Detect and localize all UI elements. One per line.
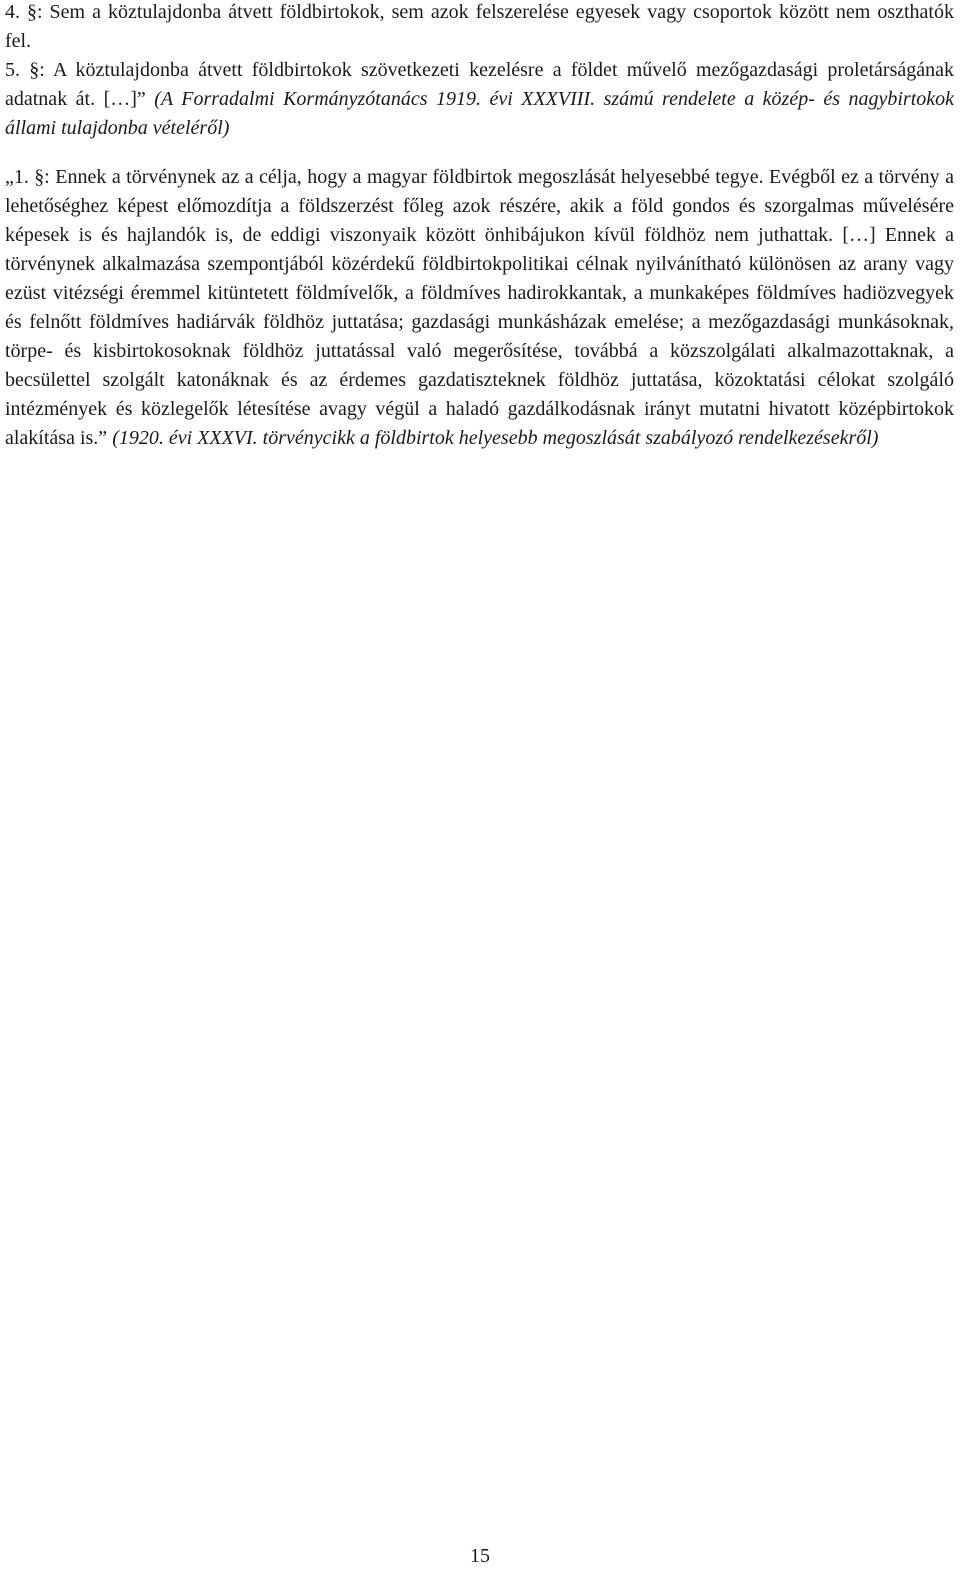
page-number: 15 (470, 1545, 490, 1567)
section-4-text: 4. §: Sem a köztulajdonba átvett földbirtokok, sem azok felszerelése egyesek vagy csoportok között nem oszthatók fel. (5, 1, 954, 52)
section-5-paragraph (5, 56, 954, 143)
source-reference-1919: (A Forradalmi Kormányzótanács 1919. évi XXXVIII. számú rendelete a közép- és nagybirtokok állami tulajdonba vételéről) (5, 88, 955, 139)
law-1920-text: „1. §: Ennek a törvénynek az a célja, hogy a magyar földbirtok megoszlását helyesebbé tegye. Evégből ez a törvény a lehetőséghez képest előmozdítja a földszerzést főleg azok részére, akik a föld gondos és szorgalmas művelésére képesek is és hajlandók is, de eddigi viszonyaik között önhibájukon kívül földhöz nem juthattak. […] Ennek a törvénynek alkalmazása szempontjából közérdekű földbirtokpolitikai célnak nyilvánítható különösen az arany vagy ezüst vitézségi éremmel kitüntetett földmívelők, a földmíves hadirokkantak, a munkaképes földmíves hadiözvegyek és felnőtt földmíves hadiárvák földhöz juttatása; gazdasági munkásházak emelése; a mezőgazdasági munkásoknak, törpe- és kisbirtokosoknak földhöz juttatással való megerősítése, továbbá a közszolgálati alkalmazottaknak, a becsülettel szolgált katonáknak és az érdemes gazdatiszteknek földhöz juttatása, közoktatási célokat szolgáló intézmények és közlegelők létesítése avagy végül a haladó gazdálkodásnak irányt mutatni hivatott középbirtokok alakítása is.” (5, 166, 954, 449)
document-body (5, 0, 954, 453)
section-5-text: 5. §: A köztulajdonba átvett földbirtokok szövetkezeti kezelésre a földet művelő mezőgazdasági proletárságának adatnak át. […]” (5, 59, 954, 110)
law-1920-paragraph (5, 163, 954, 453)
source-reference-1920: (1920. évi XXXVI. törvénycikk a földbirtok helyesebb megoszlását szabályozó rendelkezésekről) (112, 427, 879, 449)
section-4-paragraph (5, 0, 954, 56)
